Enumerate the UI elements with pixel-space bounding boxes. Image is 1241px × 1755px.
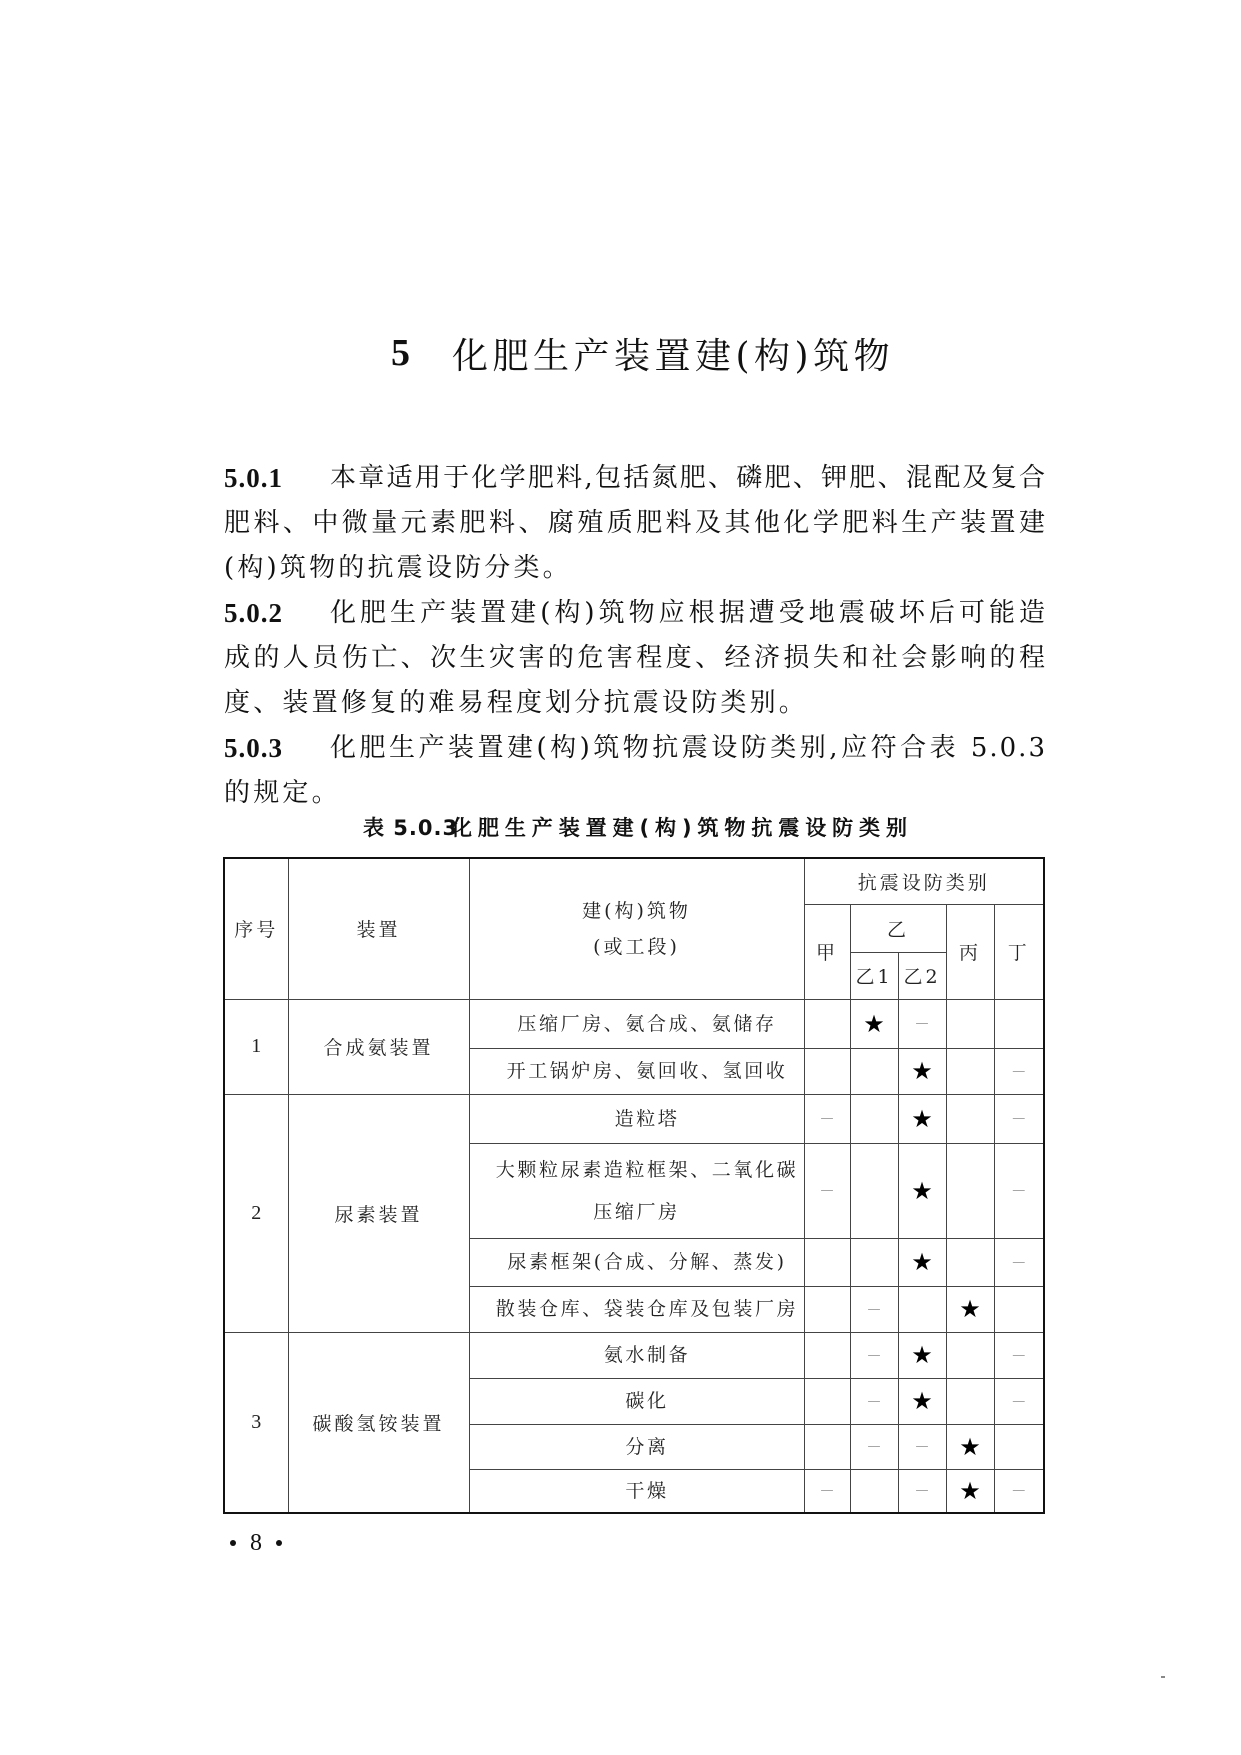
clause-text: 的规定。 <box>224 778 341 808</box>
mark-cell-yi1 <box>850 1469 898 1513</box>
mark-cell-ding <box>994 999 1044 1048</box>
header-jia: 甲 <box>804 904 850 999</box>
mark-cell-bing <box>946 1378 994 1424</box>
mark-cell-ding: — <box>994 1469 1044 1513</box>
seq-cell: 2 <box>224 1094 288 1332</box>
star-icon-cell-yi2: ★ <box>898 1143 946 1238</box>
clause-number: 5.0.2 <box>224 598 283 628</box>
mark-cell-bing <box>946 1143 994 1238</box>
mark-cell-yi1 <box>850 1143 898 1238</box>
mark-cell-jia <box>804 1238 850 1286</box>
mark-cell-yi2 <box>898 1286 946 1332</box>
scan-speck <box>1161 1676 1165 1678</box>
mark-cell-yi1 <box>850 1048 898 1094</box>
bullet-icon <box>276 1540 282 1546</box>
clause-number: 5.0.1 <box>224 463 283 493</box>
bullet-icon <box>230 1540 236 1546</box>
mark-cell-bing <box>946 1094 994 1143</box>
star-icon-cell-yi2: ★ <box>898 1378 946 1424</box>
mark-cell-yi1 <box>850 1238 898 1286</box>
header-category: 抗震设防类别 <box>804 858 1044 904</box>
unit-cell: 合成氨装置 <box>288 999 469 1094</box>
building-cell: 尿素框架(合成、分解、蒸发) <box>469 1238 804 1286</box>
mark-cell-jia: — <box>804 1094 850 1143</box>
star-icon-cell-bing: ★ <box>946 1286 994 1332</box>
chapter-number: 5 <box>391 332 410 374</box>
mark-cell-yi1 <box>850 1094 898 1143</box>
clause-text: (构)筑物的抗震设防分类。 <box>224 553 572 583</box>
mark-cell-jia: — <box>804 1143 850 1238</box>
chapter-heading <box>391 328 894 378</box>
mark-cell-jia <box>804 999 850 1048</box>
mark-cell-jia: — <box>804 1469 850 1513</box>
clause-line <box>224 726 1047 771</box>
page-number <box>230 1527 282 1559</box>
star-icon-cell-yi2: ★ <box>898 1048 946 1094</box>
mark-cell-jia <box>804 1378 850 1424</box>
star-icon-cell-yi2: ★ <box>898 1094 946 1143</box>
mark-cell-yi2: — <box>898 1469 946 1513</box>
building-cell: 干燥 <box>469 1469 804 1513</box>
star-icon-cell-yi2: ★ <box>898 1238 946 1286</box>
mark-cell-yi2: — <box>898 999 946 1048</box>
mark-cell-ding <box>994 1286 1044 1332</box>
mark-cell-ding: — <box>994 1048 1044 1094</box>
star-icon-cell-yi2: ★ <box>898 1332 946 1378</box>
table-row <box>224 1332 1044 1378</box>
mark-cell-bing <box>946 999 994 1048</box>
clause-text: 化肥生产装置建(构)筑物抗震设防类别,应符合表 5.0.3 <box>330 733 1047 763</box>
chapter-title: 化肥生产装置建(构)筑物 <box>452 335 895 377</box>
table-row <box>224 999 1044 1048</box>
unit-cell: 尿素装置 <box>288 1094 469 1332</box>
building-cell: 散装仓库、袋装仓库及包装厂房 <box>469 1286 804 1332</box>
star-icon-cell-yi1: ★ <box>850 999 898 1048</box>
mark-cell-yi1: — <box>850 1286 898 1332</box>
header-ding: 丁 <box>994 904 1044 999</box>
seq-cell: 1 <box>224 999 288 1094</box>
clause-text: 本章适用于化学肥料,包括氮肥、磷肥、钾肥、混配及复合 <box>330 463 1047 493</box>
clause-text: 度、装置修复的难易程度划分抗震设防类别。 <box>224 688 809 718</box>
header-row <box>224 858 1044 904</box>
header-building-line1: 建(构)筑物 <box>582 899 691 922</box>
mark-cell-yi1: — <box>850 1378 898 1424</box>
table-caption-title: 化肥生产装置建(构)筑物抗震设防类别 <box>451 816 908 840</box>
header-unit: 装置 <box>288 858 469 999</box>
building-cell: 分离 <box>469 1424 804 1469</box>
classification-table <box>223 857 1045 1514</box>
clause-line <box>224 681 1047 726</box>
header-building <box>469 858 804 999</box>
mark-cell-jia <box>804 1332 850 1378</box>
mark-cell-bing <box>946 1048 994 1094</box>
mark-cell-bing <box>946 1238 994 1286</box>
star-icon-cell-bing: ★ <box>946 1469 994 1513</box>
clause-text: 肥料、中微量元素肥料、腐殖质肥料及其他化学肥料生产装置建 <box>224 508 1047 538</box>
star-icon-cell-bing: ★ <box>946 1424 994 1469</box>
mark-cell-ding <box>994 1424 1044 1469</box>
header-yi: 乙 <box>850 904 946 952</box>
header-yi2: 乙2 <box>898 952 946 999</box>
building-cell: 压缩厂房、氨合成、氨储存 <box>469 999 804 1048</box>
header-building-line2: (或工段) <box>593 935 680 958</box>
table-caption-number: 表 5.0.3 <box>363 816 459 840</box>
mark-cell-jia <box>804 1286 850 1332</box>
table-caption <box>363 812 908 842</box>
building-cell: 开工锅炉房、氨回收、氢回收 <box>469 1048 804 1094</box>
mark-cell-jia <box>804 1048 850 1094</box>
mark-cell-yi1: — <box>850 1424 898 1469</box>
clause-line <box>224 546 1047 591</box>
mark-cell-ding: — <box>994 1332 1044 1378</box>
clause-text: 成的人员伤亡、次生灾害的危害程度、经济损失和社会影响的程 <box>224 643 1047 673</box>
header-seq: 序号 <box>224 858 288 999</box>
clause-number: 5.0.3 <box>224 733 283 763</box>
mark-cell-ding: — <box>994 1238 1044 1286</box>
clause-line <box>224 636 1047 681</box>
building-cell: 造粒塔 <box>469 1094 804 1143</box>
seq-cell: 3 <box>224 1332 288 1513</box>
mark-cell-jia <box>804 1424 850 1469</box>
table-row <box>224 1094 1044 1143</box>
clause-line <box>224 771 1047 816</box>
clause-line <box>224 501 1047 546</box>
table-body <box>224 999 1044 1513</box>
header-bing: 丙 <box>946 904 994 999</box>
header-yi1: 乙1 <box>850 952 898 999</box>
mark-cell-yi2: — <box>898 1424 946 1469</box>
mark-cell-ding: — <box>994 1378 1044 1424</box>
mark-cell-bing <box>946 1332 994 1378</box>
clause-text: 化肥生产装置建(构)筑物应根据遭受地震破坏后可能造 <box>330 598 1047 628</box>
building-cell: 大颗粒尿素造粒框架、二氧化碳压缩厂房 <box>469 1143 804 1238</box>
mark-cell-yi1: — <box>850 1332 898 1378</box>
unit-cell: 碳酸氢铵装置 <box>288 1332 469 1513</box>
page-number-value: 8 <box>250 1529 262 1556</box>
building-cell: 氨水制备 <box>469 1332 804 1378</box>
clause-line <box>224 456 1047 501</box>
mark-cell-ding: — <box>994 1143 1044 1238</box>
mark-cell-ding: — <box>994 1094 1044 1143</box>
clauses <box>224 456 1047 816</box>
clause-line <box>224 591 1047 636</box>
building-cell: 碳化 <box>469 1378 804 1424</box>
